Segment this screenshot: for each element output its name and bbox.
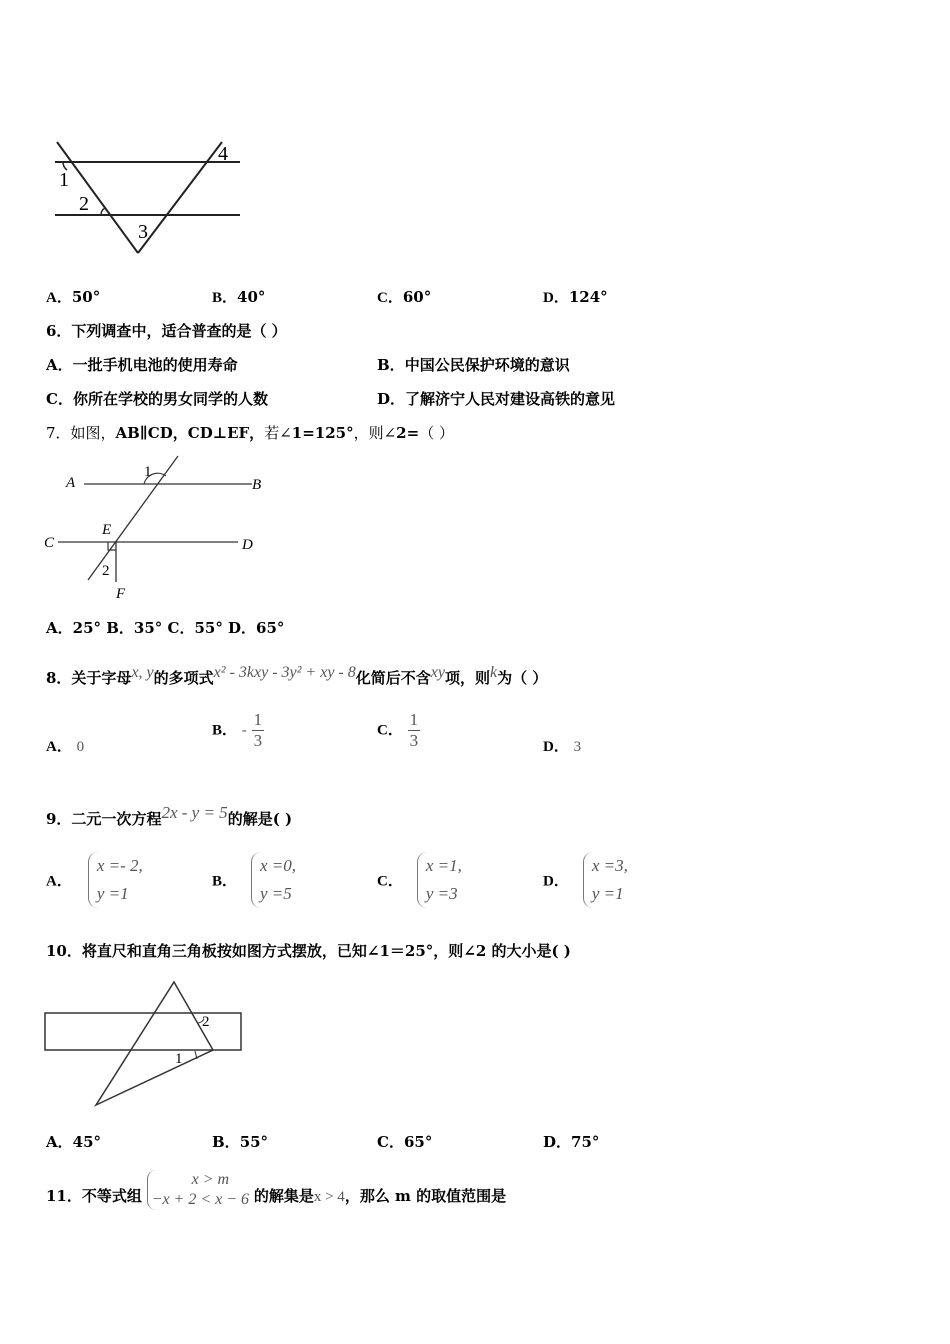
q8-k: k: [490, 664, 498, 681]
q10-option-a[interactable]: [46, 1131, 101, 1152]
q11-num: 11．不等式组: [46, 1187, 142, 1205]
q10-triangle: [96, 982, 213, 1105]
option-letter: C．: [377, 722, 403, 739]
q7-num: 7．如图，: [46, 424, 116, 442]
q7-given2: 1=125°: [291, 424, 354, 442]
fraction-numerator: 1: [409, 710, 419, 729]
q5-label-1: 1: [59, 169, 69, 191]
option-text: 了解济宁人民对建设高铁的意见: [405, 390, 616, 408]
q11-solution: x > 4: [313, 1189, 345, 1205]
q11-line-2: −x + 2 < x − 6: [151, 1191, 250, 1208]
q8-option-b[interactable]: [212, 710, 264, 751]
equation-system: [417, 852, 462, 908]
option-value: 3: [573, 739, 582, 755]
q5-option-c[interactable]: [377, 286, 431, 307]
q8-num: 8．关于字母: [46, 669, 132, 687]
q7-mid: 若∠: [264, 424, 292, 442]
q7-label-1: 1: [144, 464, 152, 480]
q10-option-c[interactable]: [377, 1131, 432, 1152]
option-letter: D．: [543, 1133, 572, 1151]
fraction: [252, 710, 265, 751]
q8-option-c[interactable]: [377, 710, 420, 751]
q7-given3: 2=: [396, 424, 420, 442]
equation-system: [88, 852, 143, 908]
q9-stem: [46, 793, 292, 839]
q9-paren: ( ): [272, 810, 293, 828]
q5-option-b[interactable]: [212, 286, 265, 307]
q10-figure: [40, 975, 250, 1115]
q7-label-c: C: [44, 535, 55, 551]
q5-figure: [45, 140, 250, 260]
q10-option-d[interactable]: [543, 1131, 599, 1152]
q6-option-a[interactable]: [46, 354, 238, 375]
option-sign: -: [241, 722, 247, 739]
system-line-1: x =0,: [260, 856, 297, 875]
q5-label-3: 3: [138, 221, 148, 243]
option-text: 65°: [403, 1133, 433, 1151]
q9-option-a[interactable]: [46, 852, 143, 908]
q8-mid: 的多项式: [153, 669, 214, 687]
option-value: 0: [76, 739, 85, 755]
q7-label-b: B: [252, 477, 262, 493]
q7-label-e: E: [102, 522, 112, 538]
option-letter: C．: [377, 873, 403, 890]
q7-label-a: A: [66, 475, 76, 491]
option-letter: B．: [212, 722, 238, 739]
system-line-1: x =- 2,: [96, 856, 143, 875]
option-letter: C．: [377, 1133, 404, 1151]
q11-system: [147, 1170, 249, 1210]
q7-label-d: D: [242, 537, 253, 553]
system-line-1: x =3,: [591, 856, 628, 875]
q11-mid: 的解集是: [253, 1187, 314, 1205]
q5-option-d[interactable]: [543, 286, 608, 307]
q7-given1: AB∥CD，CD⊥EF，: [115, 424, 265, 442]
q5-label-4: 4: [218, 143, 228, 165]
q7-tail: ，则∠: [353, 424, 397, 442]
option-text: 45°: [72, 1133, 102, 1151]
q8-mid3: 项，则: [444, 669, 490, 687]
q9-tail: 的解是: [227, 810, 273, 828]
q7-figure: [40, 450, 270, 605]
fraction: [408, 710, 421, 751]
q10-option-b[interactable]: [212, 1131, 268, 1152]
option-text: 你所在学校的男女同学的人数: [72, 390, 268, 408]
system-line-1: x =1,: [425, 856, 462, 875]
q8-tail: 为（ ）: [497, 669, 548, 687]
fraction-numerator: 1: [253, 710, 263, 729]
system-line-2: y =5: [260, 884, 292, 903]
fraction-denominator: 3: [409, 731, 419, 750]
q7-label-f: F: [116, 586, 126, 602]
system-line-2: y =1: [591, 884, 624, 903]
q7-paren: （ ）: [419, 424, 454, 442]
q8-poly: x² - 3kxy - 3y² + xy - 8: [213, 664, 356, 681]
option-letter: B．: [212, 1133, 240, 1151]
option-letter: B．: [377, 356, 405, 374]
q5-angle2-arc: [101, 208, 105, 215]
q9-option-b[interactable]: [212, 852, 296, 908]
system-line-2: y =3: [425, 884, 458, 903]
option-letter: C．: [377, 290, 403, 306]
option-text: 50°: [71, 288, 101, 306]
option-text: 中国公民保护环境的意识: [404, 356, 570, 374]
option-letter: A．: [46, 1133, 73, 1151]
q11-line-1: x > m: [191, 1171, 230, 1188]
q8-option-d[interactable]: [543, 735, 581, 756]
q8-term: xy: [430, 664, 445, 681]
q8-option-a[interactable]: [46, 735, 84, 756]
option-letter: A．: [46, 356, 73, 374]
q9-num: 9．二元一次方程: [46, 810, 162, 828]
q7-options[interactable]: A．25° B．35° C．55° D．65°: [46, 619, 285, 637]
option-text: 124°: [568, 288, 608, 306]
q10-label-2: 2: [202, 1014, 210, 1030]
q5-left-side: [57, 142, 138, 253]
q8-mid2: 化简后不含: [355, 669, 431, 687]
option-letter: D．: [377, 390, 406, 408]
q6-stem: 6．下列调查中，适合普查的是（ ）: [46, 322, 287, 340]
q6-option-c[interactable]: [46, 388, 268, 409]
option-text: 40°: [237, 288, 266, 306]
q5-label-2: 2: [79, 193, 89, 215]
q10-label-1: 1: [175, 1051, 183, 1067]
equation-system: [583, 852, 628, 908]
q9-option-c[interactable]: [377, 852, 462, 908]
option-letter: B．: [212, 873, 238, 890]
q9-option-d[interactable]: [543, 852, 628, 908]
option-letter: D．: [543, 739, 569, 755]
option-letter: A．: [46, 739, 72, 755]
option-letter: A．: [46, 290, 72, 306]
q5-option-a[interactable]: [46, 286, 100, 307]
option-letter: B．: [212, 290, 238, 306]
system-line-2: y =1: [96, 884, 129, 903]
q8-stem: [46, 655, 547, 696]
fraction-denominator: 3: [253, 731, 263, 750]
equation-system: [251, 852, 296, 908]
option-letter: D．: [543, 290, 569, 306]
q6-option-b[interactable]: [377, 354, 570, 375]
option-text: 一批手机电池的使用寿命: [72, 356, 238, 374]
option-letter: C．: [46, 390, 73, 408]
q6-option-d[interactable]: [377, 388, 615, 409]
q11-stem: [46, 1170, 506, 1210]
option-text: 75°: [571, 1133, 600, 1151]
q9-eq: 2x - y = 5: [161, 803, 228, 822]
q8-vars: x, y: [131, 664, 154, 681]
option-text: 55°: [239, 1133, 269, 1151]
option-letter: A．: [46, 873, 72, 890]
q7-label-2: 2: [102, 563, 110, 579]
q11-tail: ，那么 m 的取值范围是: [344, 1187, 507, 1205]
q10-stem: 10．将直尺和直角三角板按如图方式摆放，已知∠1＝25°，则∠2 的大小是( ): [46, 942, 571, 960]
option-text: 60°: [402, 288, 432, 306]
q7-stem: [46, 422, 454, 443]
option-letter: D．: [543, 873, 569, 890]
q5-right-side: [138, 142, 222, 253]
